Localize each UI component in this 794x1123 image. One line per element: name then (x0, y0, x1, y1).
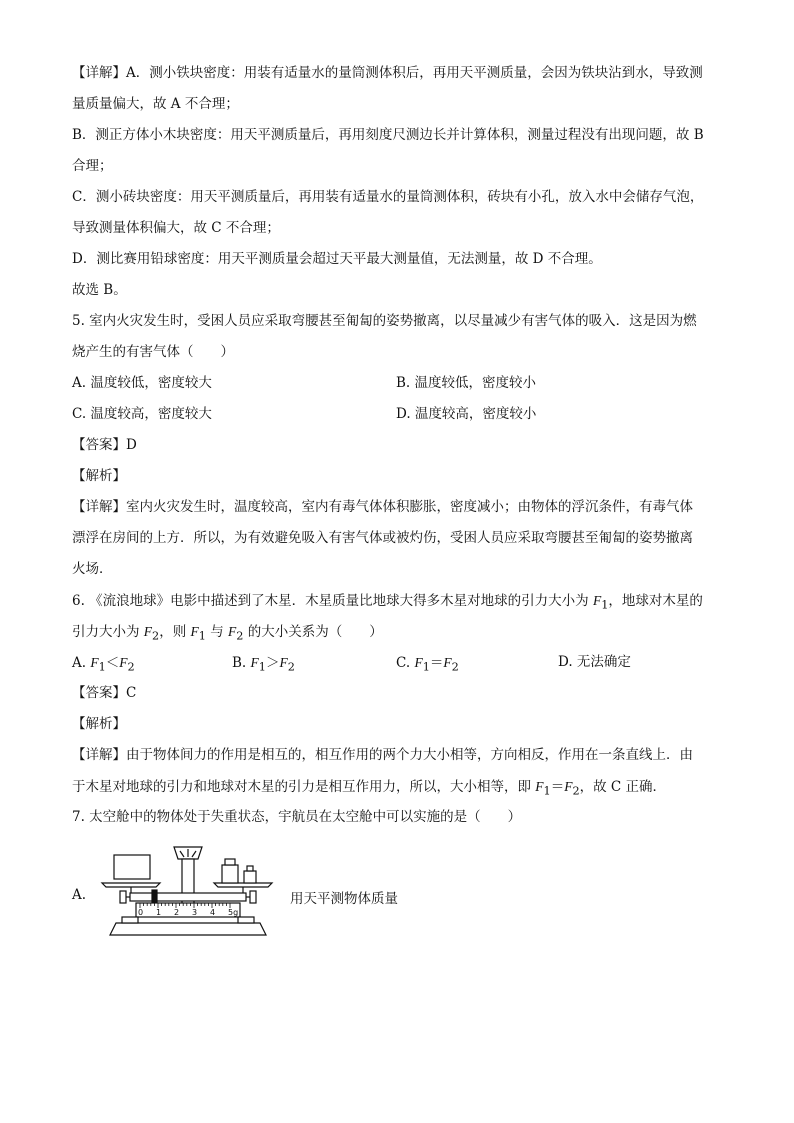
option-a: A. 温度较低，密度较大 (72, 375, 212, 391)
option-a: A. $F_1<F_2$ (72, 655, 135, 674)
text-line: B．测正方体小木块密度：用天平测质量后，再用刻度尺测边长并计算体积，测量过程没有出现问题，故 B (72, 127, 704, 143)
var-f: F (228, 624, 237, 639)
option-c: C. $F_1=F_2$ (396, 655, 459, 674)
answer-label: 【答案】C (72, 685, 137, 701)
question-6-stem-cont (72, 616, 732, 647)
sub-1: 1 (198, 629, 206, 643)
text-line: 故选 B。 (72, 282, 127, 298)
text-span: ，则 (159, 624, 191, 640)
option-d: D. 温度较高，密度较小 (396, 406, 537, 422)
text-span: 的大小关系为（ ） (243, 624, 383, 640)
text-line: 【详解】室内火灾发生时，温度较高，室内有毒气体体积膨胀，密度减小；由物体的浮沉条件，有毒气体 (72, 499, 693, 515)
text-span: ，故 C 正确． (579, 779, 667, 795)
option-c: C. 温度较高，密度较大 (72, 406, 212, 422)
text-line: 漂浮在房间的上方．所以，为有效避免吸入有害气体或被灼伤，受困人员应采取弯腰甚至匍匐的姿势撤离 (72, 530, 693, 546)
text-line: D．测比赛用铅球密度：用天平测质量会超过天平最大测量值，无法测量，故 D 不合理。 (72, 251, 602, 267)
option-a-label: A. (72, 887, 87, 903)
question-5-stem: 5. 室内火灾发生时，受困人员应采取弯腰甚至匍匐的姿势撤离，以尽量减少有害气体的吸入．这是因为燃 (72, 313, 697, 329)
option-b: B. 温度较低，密度较小 (396, 375, 537, 391)
sub-2: 2 (236, 629, 244, 643)
scale-label: 5g (228, 908, 239, 917)
var-f: F (592, 593, 602, 608)
question-6-stem (72, 585, 732, 616)
scale-label: 3 (192, 908, 198, 917)
sub-1: 1 (601, 598, 609, 612)
text-span: 引力大小为 (72, 624, 144, 640)
text-line: 火场． (72, 561, 113, 577)
page-content (72, 58, 732, 943)
scale-label: 4 (210, 908, 216, 917)
question-5-options-row-1 (72, 368, 732, 399)
text-line: 【详解】A．测小铁块密度：用装有适量水的量筒测体积后，再用天平测质量，会因为铁块沾到水，导致测 (72, 65, 703, 81)
var-f: F (190, 624, 199, 639)
balance-scale-figure (94, 843, 274, 943)
text-line: 于木星对地球的引力和地球对木星的引力是相互作用力，所以，大小相等，即 $F_1=F_2$，故 C 正确． (72, 779, 667, 798)
text-line: 导致测量体积偏大，故 C 不合理； (72, 220, 280, 236)
text-span: ，地球对木星的 (608, 593, 703, 609)
analysis-label: 【解析】 (72, 716, 126, 732)
text-span: 与 (205, 624, 229, 640)
text-span: 于木星对地球的引力和地球对木星的引力是相互作用力，所以，大小相等，即 (72, 779, 536, 795)
text-span: 6. 《流浪地球》电影中描述到了木星．木星质量比地球大得多木星对地球的引力大小为 (72, 593, 593, 609)
answer-label: 【答案】D (72, 437, 137, 453)
text-line: 量质量偏大，故 A 不合理； (72, 96, 239, 112)
question-5-stem-cont: 烧产生的有害气体（ ） (72, 344, 234, 360)
text-line: C．测小砖块密度：用天平测质量后，再用装有适量水的量筒测体积，砖块有小孔，放入水中会储存气泡， (72, 189, 704, 205)
scale-label: 2 (174, 908, 180, 917)
question-6-options (72, 647, 732, 678)
var-f: F (143, 624, 153, 639)
question-7-option-a (72, 843, 732, 943)
question-5-options-row-2 (72, 399, 732, 430)
text-line: 【详解】由于物体间力的作用是相互的，相互作用的两个力大小相等，方向相反，作用在一条直线上．由 (72, 747, 693, 763)
option-d: D. 无法确定 (558, 654, 631, 670)
option-b: B. $F_1>F_2$ (232, 655, 295, 674)
question-7-stem: 7. 太空舱中的物体处于失重状态，宇航员在太空舱中可以实施的是（ ） (72, 809, 522, 825)
text-line: 合理； (72, 158, 113, 174)
option-a-caption: 用天平测物体质量 (290, 891, 398, 907)
analysis-label: 【解析】 (72, 468, 126, 484)
scale-label: 0 (138, 908, 144, 917)
sub-2: 2 (152, 629, 160, 643)
scale-label: 1 (156, 908, 162, 917)
